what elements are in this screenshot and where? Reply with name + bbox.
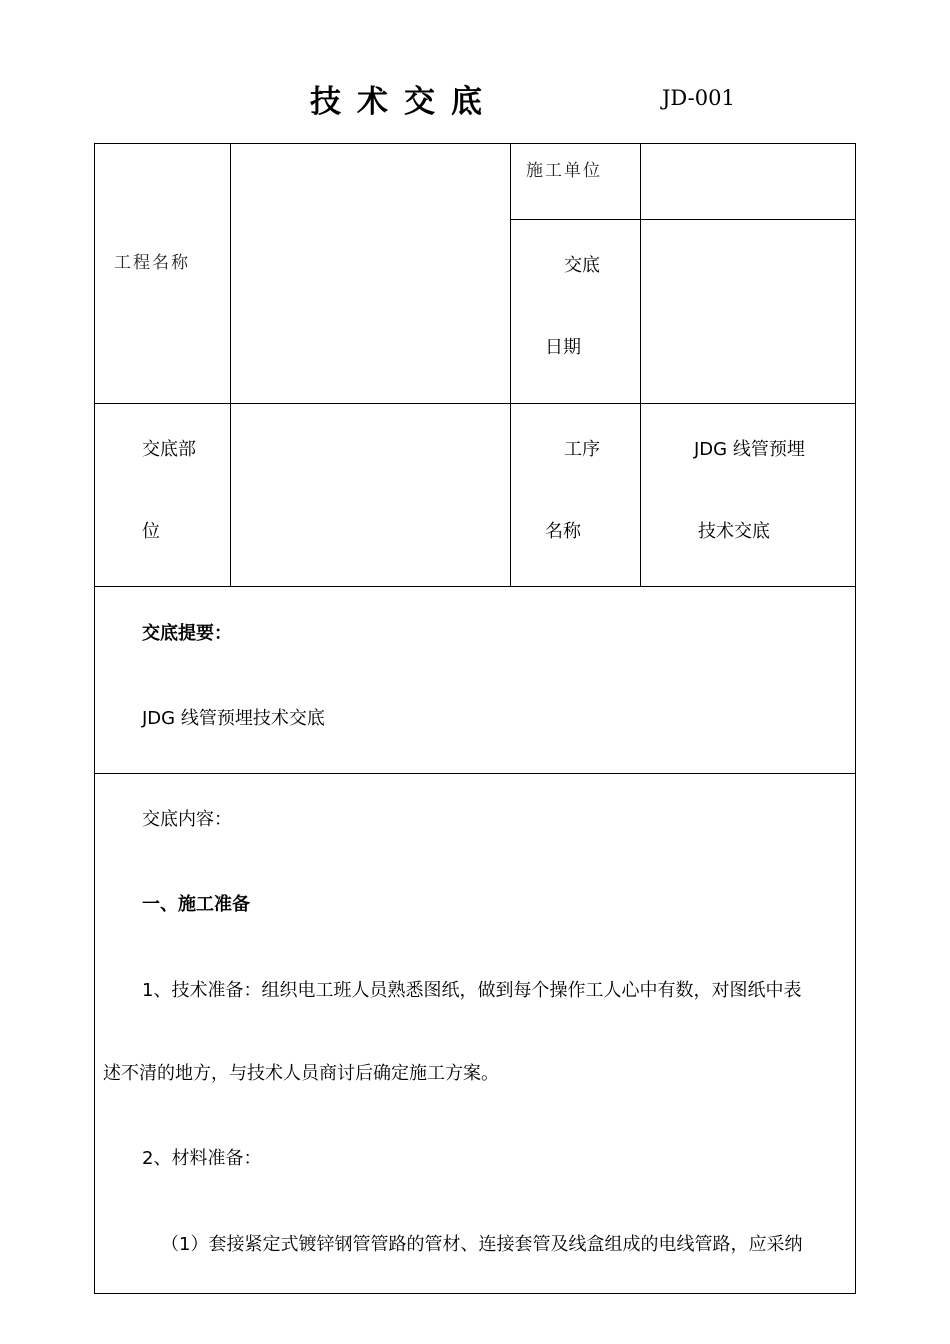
process-value-line2: 技术交底 bbox=[698, 521, 770, 542]
document-title: 技术交底 bbox=[310, 84, 498, 120]
document-number: JD-001 bbox=[662, 86, 735, 110]
summary-value: JDG 线管预埋技术交底 bbox=[142, 708, 325, 729]
rule-row2-bottom bbox=[95, 586, 855, 587]
content-label: 交底内容： bbox=[142, 809, 232, 830]
section1-heading: 一、施工准备 bbox=[142, 894, 250, 915]
construction-unit-label: 施工单位 bbox=[526, 161, 602, 181]
rule-col3 bbox=[640, 144, 641, 587]
item1-line1: 1、技术准备：组织电工班人员熟悉图纸，做到每个操作工人心中有数，对图纸中表 bbox=[142, 980, 802, 1001]
item1-line2: 述不清的地方，与技术人员商讨后确定施工方案。 bbox=[103, 1063, 499, 1084]
part-label-line1: 交底部 bbox=[142, 439, 196, 460]
item2-sub1: （1）套接紧定式镀锌钢管管路的管材、连接套管及线盒组成的电线管路，应采纳 bbox=[161, 1234, 803, 1255]
rule-col1 bbox=[230, 144, 231, 587]
project-name-label: 工程名称 bbox=[114, 253, 190, 273]
date-label-line2: 日期 bbox=[545, 337, 581, 358]
part-label-line2: 位 bbox=[142, 521, 160, 542]
process-label-line2: 名称 bbox=[545, 521, 581, 542]
date-label-line1: 交底 bbox=[564, 255, 600, 276]
process-label-line1: 工序 bbox=[564, 439, 600, 460]
rule-row1-bottom bbox=[95, 403, 855, 404]
disclosure-table bbox=[94, 143, 856, 1294]
rule-col2 bbox=[510, 144, 511, 587]
rule-summary-bottom bbox=[95, 773, 855, 774]
rule-unit-date bbox=[510, 219, 856, 220]
process-value-line1: JDG 线管预埋 bbox=[694, 439, 805, 460]
summary-label: 交底提要： bbox=[142, 623, 232, 644]
item2: 2、材料准备： bbox=[142, 1148, 262, 1169]
